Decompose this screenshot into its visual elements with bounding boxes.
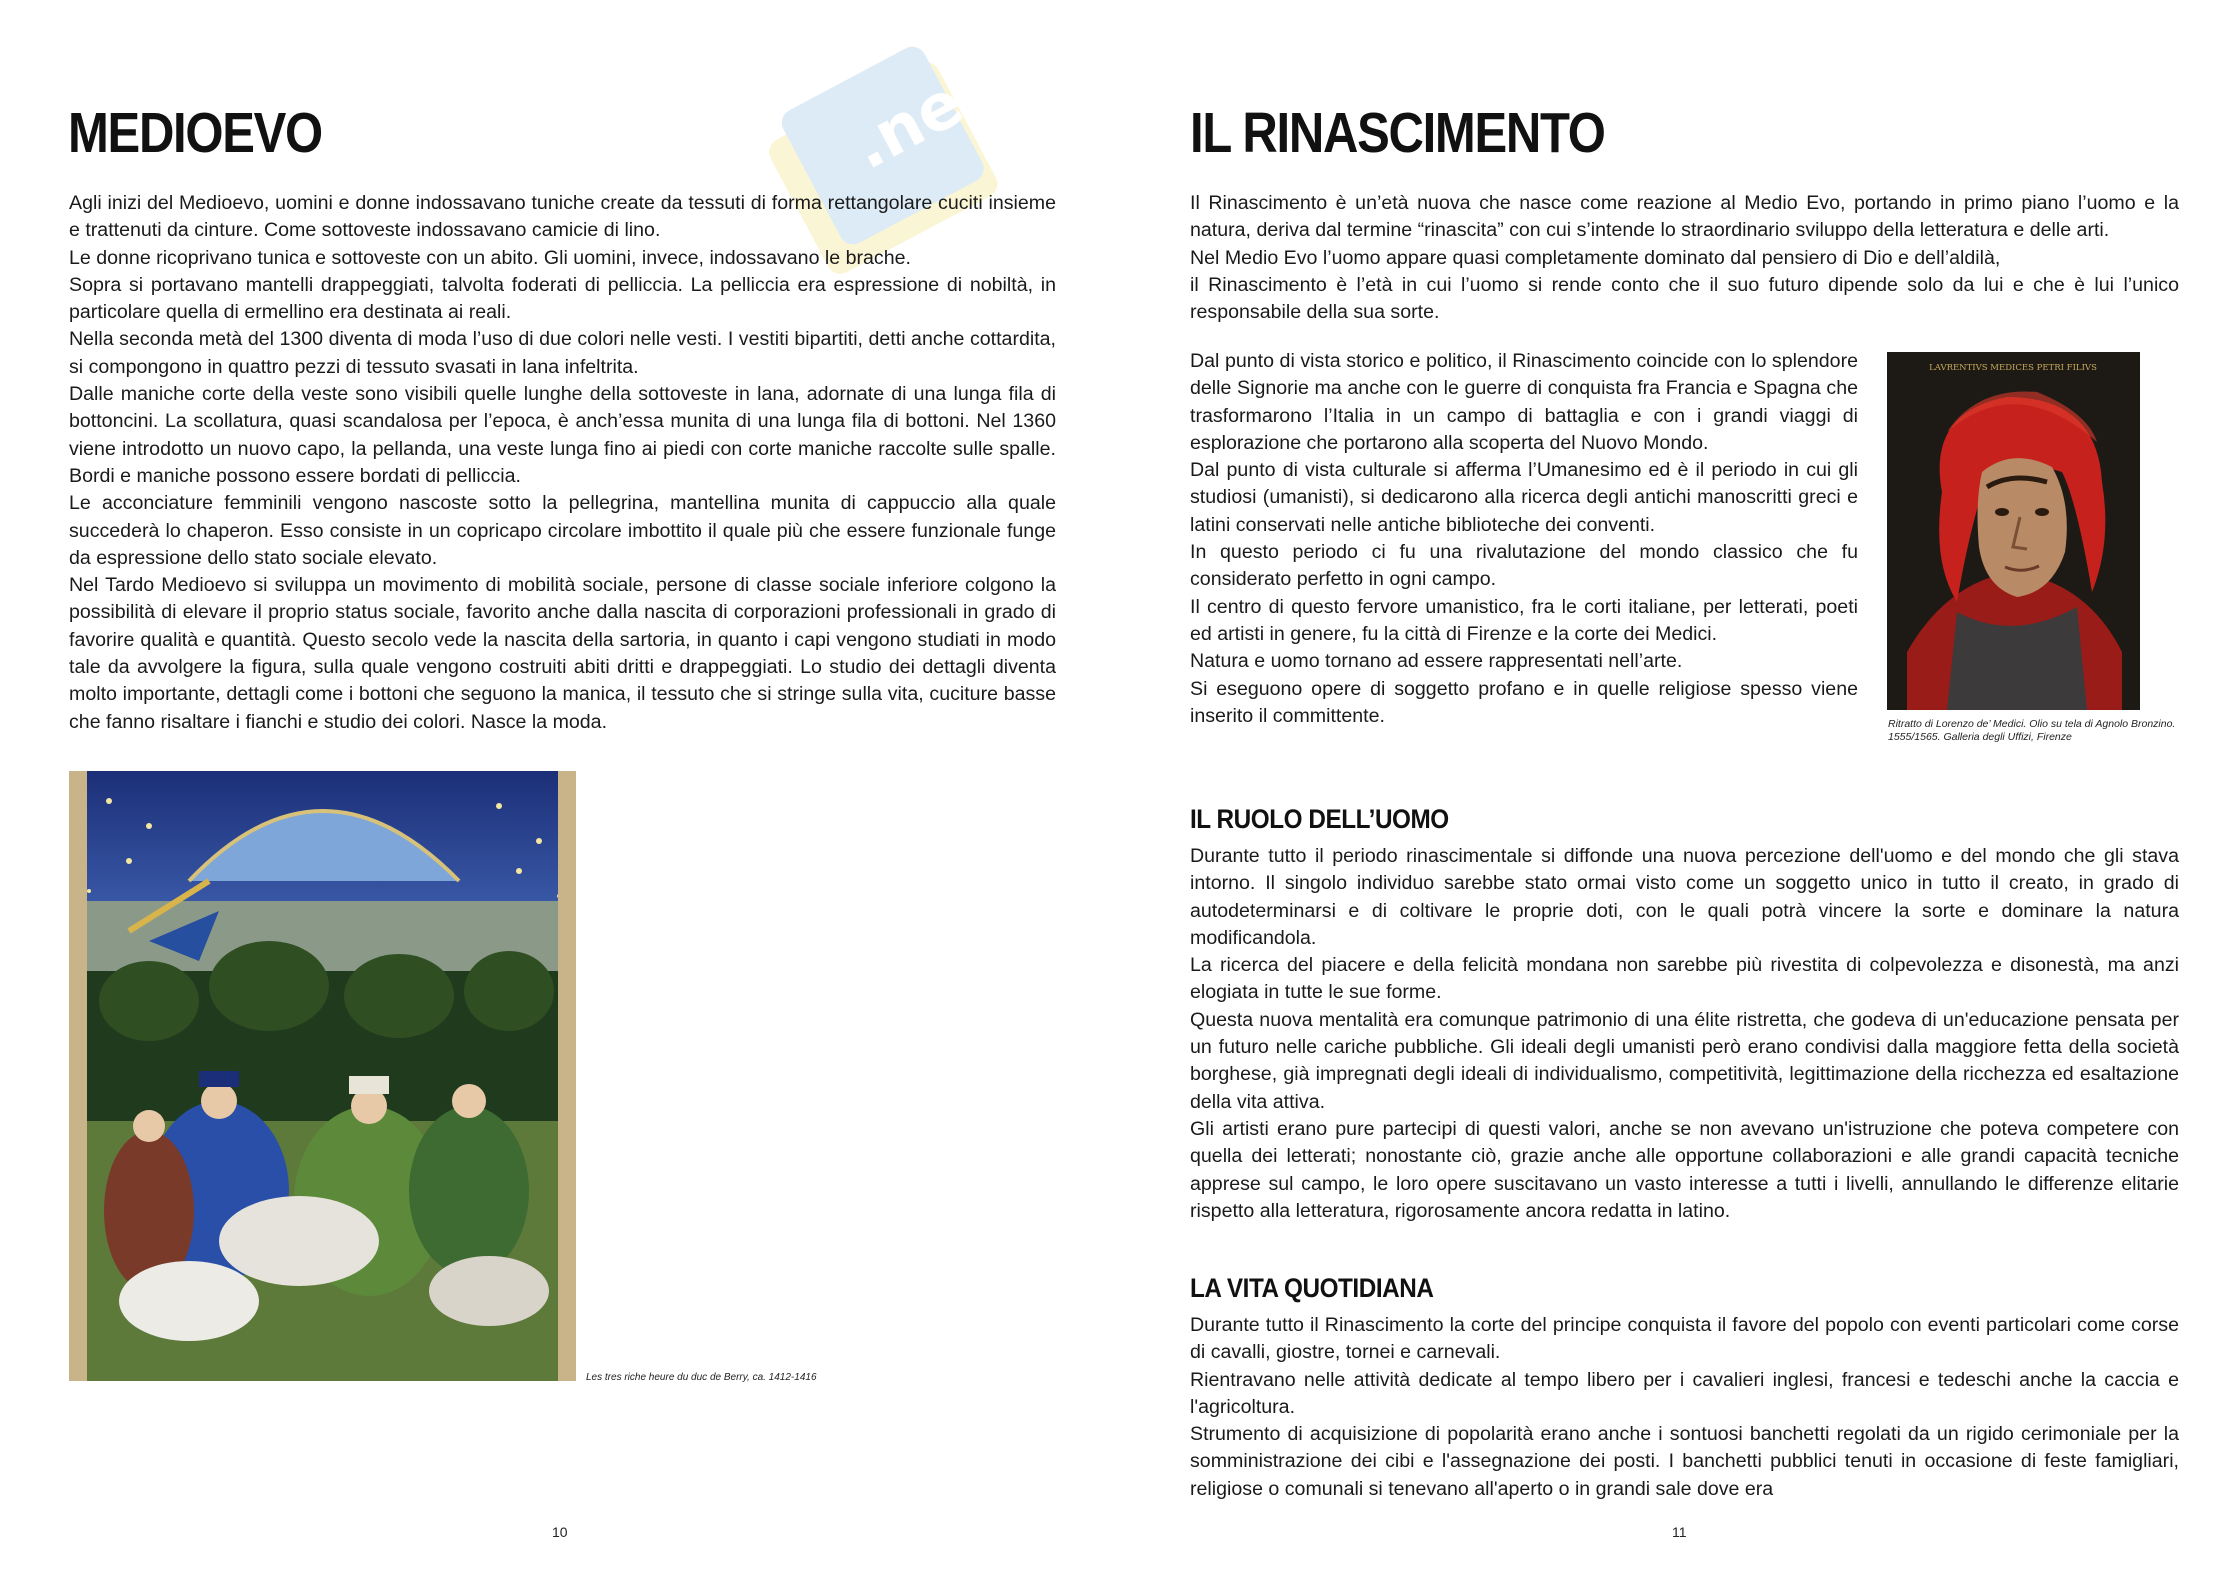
medioevo-text	[69, 190, 1056, 736]
paragraph: Questa nuova mentalità era comunque patrimonio di una élite ristretta, che godeva di un'educazione pensata per un futuro nelle cariche pubbliche. Gli ideali degli umanisti però erano condivisi dalla maggiore fetta della società borghese, già impregnati degli ideali di individualismo, competitività, legittimazione della ricchezza ed esaltazione della vita attiva.	[1190, 1008, 2179, 1113]
rinascimento-wrap-text	[1190, 348, 1858, 730]
ruolo-text	[1190, 843, 2179, 1225]
paragraph: Sopra si portavano mantelli drappeggiati, talvolta foderati di pelliccia. La pelliccia era espressione di nobiltà, in particolare quella di ermellino era destinata ai reali.	[69, 273, 1056, 324]
paragraph: Strumento di acquisizione di popolarità erano anche i sontuosi banchetti regolati da un rigido cerimoniale per la somministrazione dei cibi e l'assegnazione dei posti. I banchetti pubblici tenuti in occasione di feste famigliari, religiose o comunali si tenevano all'aperto o in grandi sale dove era	[1190, 1423, 2179, 1500]
paragraph: Rientravano nelle attività dedicate al tempo libero per i cavalieri inglesi, francesi e tedeschi anche la caccia e l'agricoltura.	[1190, 1368, 2179, 1418]
watermark-text: .net	[840, 51, 1003, 185]
page-title-medioevo: MEDIOEVO	[68, 101, 322, 165]
paragraph: Le donne ricoprivano tunica e sottoveste con un abito. Gli uomini, invece, indossavano le brache.	[69, 246, 911, 269]
page-number: 10	[552, 1524, 568, 1540]
paragraph: Dal punto di vista culturale si afferma l’Umanesimo ed è il periodo in cui gli studiosi (umanisti), si dedicarono alla ricerca degli antichi manoscritti greci e latini conservati nelle antiche biblioteche dei conventi.	[1190, 459, 1858, 536]
page-number: 11	[1672, 1524, 1687, 1540]
paragraph: In questo periodo ci fu una rivalutazione del mondo classico che fu considerato perfetto in ogni campo.	[1190, 541, 1858, 591]
lorenzo-medici-portrait-image	[1887, 352, 2140, 710]
rinascimento-intro	[1190, 190, 2179, 326]
vita-text	[1190, 1312, 2179, 1503]
portrait-inscription: LAVRENTIVS MEDICES PETRI FILIVS	[1929, 363, 2097, 373]
paragraph: Nel Medio Evo l’uomo appare quasi completamente dominato dal pensiero di Dio e dell’aldilà,	[1190, 246, 2001, 269]
paragraph: Dalle maniche corte della veste sono visibili quelle lunghe della sottoveste in lana, adornate di una lunga fila di bottoncini. La scollatura, quasi scandalosa per l’epoca, è anch’essa munita di una lunga fila di bottoni. Nel 1360 viene introdotto un nuovo capo, la pellanda, una veste lunga fino ai piedi con corte maniche raccolte sulle spalle. Bordi e maniche possono essere bordati di pelliccia.	[69, 383, 1056, 487]
miniature-caption: Les tres riche heure du duc de Berry, ca. 1412-1416	[586, 1372, 817, 1383]
paragraph: Natura e uomo tornano ad essere rappresentati nell’arte.	[1190, 650, 1683, 673]
paragraph: Nella seconda metà del 1300 diventa di moda l’uso di due colori nelle vesti. I vestiti bipartiti, detti anche cottardita, si compongono in quattro pezzi di tessuto svasati in lana infeltrita.	[69, 328, 1056, 378]
section-heading-ruolo: IL RUOLO DELL’UOMO	[1190, 804, 1449, 834]
paragraph: Nel Tardo Medioevo si sviluppa un movimento di mobilità sociale, persone di classe sociale inferiore colgono la possibilità di elevare il proprio status sociale, favorito anche dalla nascita di corporazioni professionali in grado di favorire qualità e quantità. Questo secolo vede la nascita della sartoria, in quanto i capi vengono studiati in modo tale da avvolgere la figura, sulla quale vengono costruiti abiti dritti e drappeggiati. Lo studio dei dettagli diventa molto importante, dettagli come i bottoni che seguono la manica, il tessuto che si stringe sulla vita, cuciture basse che fanno risaltare i fianchi e studio dei colori. Nasce la moda.	[69, 574, 1056, 733]
page-title-rinascimento: IL RINASCIMENTO	[1190, 101, 1605, 165]
paragraph: il Rinascimento è l’età in cui l’uomo si rende conto che il suo futuro dipende solo da lui e che è lui l’unico responsabile della sua sorte.	[1190, 273, 2179, 324]
portrait-caption: Ritratto di Lorenzo de’ Medici. Olio su tela di Agnolo Bronzino. 1555/1565. Galleria degli Uffizi, Firenze	[1888, 718, 2176, 743]
paragraph: La ricerca del piacere e della felicità mondana non sarebbe più rivestita di colpevolezza e disonestà, ma anzi elogiata in tutte le sue forme.	[1190, 954, 2179, 1004]
paragraph: Dal punto di vista storico e politico, il Rinascimento coincide con lo splendore delle Signorie ma anche con le guerre di conquista fra Francia e Spagna che trasformarono l’Italia in un campo di battaglia e con i grandi viaggi di esplorazione che portarono alla scoperta del Nuovo Mondo.	[1190, 350, 1858, 454]
paragraph: Gli artisti erano pure partecipi di questi valori, anche se non avevano un'istruzione che poteva competere con quella dei letterati; nonostante ciò, grazie anche alle opportune collaborazioni e alle grandi capacità tecniche apprese sul campo, le loro opere suscitavano un vasto interesse a tutti i livelli, annullando le differenze elitarie rispetto alla letteratura, rigorosamente ancora redatta in latino.	[1190, 1117, 2179, 1222]
paragraph: Durante tutto il periodo rinascimentale si diffonde una nuova percezione dell'uomo e del mondo che gli stava intorno. Il singolo individuo sarebbe stato ormai visto come un soggetto unico in tutto il creato, in grado di autodeterminarsi e di coltivare le proprie doti, con le quali potrà vincere la sorte e dominare la natura modificandola.	[1190, 845, 2179, 949]
paragraph: Si eseguono opere di soggetto profano e in quelle religiose spesso viene inserito il committente.	[1190, 677, 1858, 727]
right-page	[1116, 0, 2232, 1579]
paragraph: Agli inizi del Medioevo, uomini e donne indossavano tuniche create da tessuti di forma rettangolare cuciti insieme e trattenuti da cinture. Come sottoveste indossavano camicie di lino.	[69, 192, 1056, 242]
paragraph: Durante tutto il Rinascimento la corte del principe conquista il favore del popolo con eventi particolari come corse di cavalli, giostre, tornei e carnevali.	[1190, 1314, 2179, 1364]
paragraph: Le acconciature femminili vengono nascoste sotto la pellegrina, mantellina munita di cappuccio alla quale succederà lo chaperon. Esso consiste in un copricapo circolare imbottito il quale più che essere funzionale funge da espressione dello stato sociale elevato.	[69, 492, 1056, 569]
section-heading-vita: LA VITA QUOTIDIANA	[1190, 1273, 1434, 1303]
medieval-miniature-image	[69, 771, 576, 1381]
paragraph: Il centro di questo fervore umanistico, fra le corti italiane, per letterati, poeti ed artisti in genere, fu la città di Firenze e la corte dei Medici.	[1190, 595, 1858, 645]
paragraph: Il Rinascimento è un’età nuova che nasce come reazione al Medio Evo, portando in primo piano l’uomo e la natura, deriva dal termine “rinascita” con cui s’intende lo straordinario sviluppo della letteratura e delle arti.	[1190, 192, 2179, 242]
